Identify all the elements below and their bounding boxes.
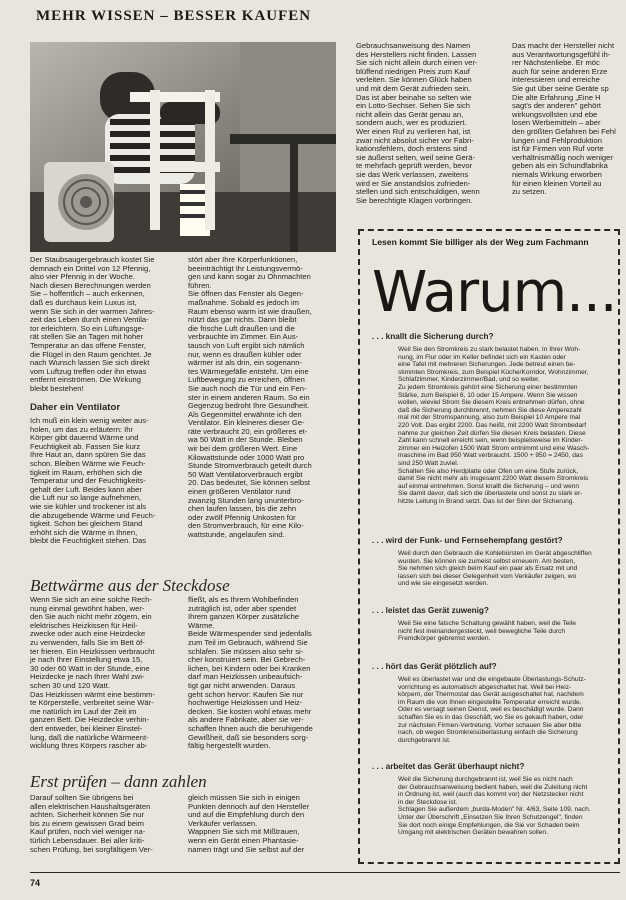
photo-child-with-heater — [30, 42, 336, 252]
article-col2-text: stört aber Ihre Körperfunktionen, beeinträchtigt Ihr Leistungsvermö- gen und kann sogar zu Ohnmachten führen. Sie öffnen das Fenster als Gegen- maßnahme. Sobald es jedoch im Raum ebenso warm ist wie draußen, nützt das gar nichts. Dann bleibt die frische Luft draußen und die verbrauchte im Zimmer. Ein Aus- tausch von Luft ergibt sich nämlich nur, wenn es draußen kühler oder wärmer ist als drin, ein sogenann- tes Wärmegefälle entsteht. Um eine Luftbewegung zu erreichen, öffnen Sie auch noch die Tür und ein Fen- ster in einem anderen Raum. So ein Gegenzug bedroht Ihre Gesundheit. Als Gegenmittel erwähnte ich den Ventilator. Ein kleineres dieser Ge- räte verbraucht 20, ein größeres et- wa 50 Watt in der Stunde. Bleiben wir bei dem größeren Wert. Eine Kilowattstunde oder 1000 Watt pro Stunde Stromverbrauch geteilt durch 50 Watt Ventilatorverbrauch ergibt 20. Das bedeutet, Sie können selbst einen größeren Ventilator rund zwanzig Stunden lang ununterbro- chen laufen lassen, bis die zehn oder zwölf Pfennig Unkosten für den Stromverbrauch, für eine Kilo- wattstunde, angelaufen sind. — [188, 255, 312, 539]
question-3-heading: . . . leistet das Gerät zuwenig? — [372, 606, 489, 615]
article-col1-text: Der Staubsaugergebrauch kostet Sie demnach ein Drittel von 12 Pfennig, also vier Pfennig in der Woche. Nach diesen Berechnungen werden Sie – hoffentlich – auch erkennen, daß es durchaus kein Luxus ist, wenn Sie sich in der warmen Jahres- zeit das Leben durch einen Ventila- tor erleichtern. So ein Lüftungsge- rät stellen Sie an Tagen mit hoher Temperatur an das offene Fenster, die Flügel in den Raum gerichtet. Je nach Wunsch lassen Sie sich direkt vom Luftzug treffen oder ihn etwas entfernt einströmen. Die Wirkung bleibt bestehen! — [30, 255, 155, 393]
answer-3-text: Weil Sie eine falsche Schaltung gewählt haben, weil die Teile nicht fest ineinandergesteckt, weil bewegliche Teile durch Fremdkörper gebremst werden. — [398, 620, 576, 643]
question-1-heading: . . . knallt die Sicherung durch? — [372, 332, 494, 341]
intro-column-2: Das macht der Hersteller nicht aus Verantwortungsgefühl ih- rer Nächstenliebe. Er möc auch für seine anderen Erze interessieren und erreiche Sie gut über seine Geräte sp Die alte Erfahrung „Eine H sagt's der anderen" gehört wirkungsvollsten und ebe losen Werbemitteln – aber den größten Gefahren bei Fehl lungen und Fehlproduktion ist für Firmen von Ruf vorte verhältnismäßig noch weniger geben als ein Schundfabrika niemals Wirkung erworben für einen kleinen Vorteil au zu setzen. — [512, 42, 616, 197]
page-header-title: MEHR WISSEN – BESSER KAUFEN — [36, 8, 312, 24]
heading-bettwaerme: Bettwärme aus der Steckdose — [30, 576, 230, 595]
erst-col2-text: gleich müssen Sie sich in einigen Punkten dennoch auf den Hersteller und auf die Empfehlung durch den Verkäufer verlassen. Wappnen Sie sich mit Mißtrauen, wenn ein Gerät einen Phantasie- namen trägt und Sie selbst auf der — [188, 793, 310, 854]
answer-4-text: Weil es überlastet war und die eingebaute Überlastungs-Schutz- vorrichtung es automatisch abgeschaltet hat. Weil bei Heiz- körpern, der Thermostat das Gerät ausgeschaltet hat, nachdem im Raum die von Ihnen eingestellte Temperatur erreicht wurde. Oder es versagt seinen Dienst, weil es beschädigt wurde. Dann schaffen Sie es in das Geschäft, wo Sie es gekauft haben, oder zur nächsten Firmen-Vertretung. Vorher schauen Sie aber bitte nach, ob wegen Stromkreisüberlastung einfach die Sicherung durchgebrannt ist. — [398, 676, 586, 744]
bett-col1-text: Wenn Sie sich an eine solche Rech- nung einmal gewöhnt haben, wer- den Sie auch nicht mehr zögern, ein elektrisches Heizkissen für Heil- zwecke oder auch eine Heizdecke zu verwenden, falls Sie im Bett öf- ter frieren. Ein Heizkissen verbraucht je nach Ihrer Einstellung etwa 15, 30 oder 60 Watt in der Stunde, eine Heizdecke je nach Ihrer Wahl zwi- schen 30 und 120 Watt. Das Heizkissen wärmt eine bestimm- te Körperstelle, verbreitet seine Wär- me natürlich im Lauf der Zeit im ganzen Bett. Die Heizdecke verhin- dert entweder, bei kleiner Einstel- lung, daß die natürliche Wärmeent- wicklung Ihres Körpers rascher ab- — [30, 595, 155, 751]
page-number: 74 — [30, 878, 41, 888]
question-4-heading: . . . hört das Gerät plötzlich auf? — [372, 662, 497, 671]
subheading-ventilator: Daher ein Ventilator — [30, 402, 121, 413]
bett-col2-text: fließt, als es Ihrem Wohlbefinden zuträglich ist, oder aber spendet Ihrem ganzen Körper zusätzliche Wärme. Beide Wärmespender sind jedenfalls zum Teil im Gebrauch, während Sie schlafen. Sie müssen also sehr si- cher konstruiert sein. Bei Gebrech- lichen, bei Kindern oder bei Kranken darf man Heizkissen unbeaufsich- tigt gar nicht anwenden. Daraus geht schon hervor: Kaufen Sie nur hochwertige Heizkissen und Heiz- decken. Sie kosten wohl etwas mehr als andere Fabrikate, aber sie ver- schaffen Ihnen auch die beruhigende Gewißheit, daß sie besonders sorg- fältig hergestellt wurden. — [188, 595, 313, 751]
bottom-rule — [30, 872, 620, 873]
article-col1b-text: Ich muß ein klein wenig weiter aus- holen, um das zu erläutern: Ihr Körper gibt dauernd Wärme und Feuchtigkeit ab. Fassen Sie kurz Ihre Haut an, dann spüren Sie das schon. Bleiben Wärme wie Feuch- tigkeit im Raum, erhöhen sich die Temperatur und der Feuchtigkeits- gehalt der Luft. Beides kann aber die Luft nur so lange aufnehmen, wie sie kühler und trockener ist als die abzugebende Wärme und Feuch- tigkeit. Schon bei gleichem Stand erhöht sich die Wärme in Ihnen, bleibt die Feuchtigkeit stehen. Das — [30, 416, 156, 546]
answer-2-text: Weil durch den Gebrauch die Kohlebürsten im Gerät abgeschliffen wurden. Sie können sie zumeist selbst erneuern. Am besten, Sie nehmen sich gleich beim Kauf ein paar als Ersatz mit und lassen sich bei dieser Gelegenheit vom Verkäufer zeigen, wo und wie sie eingesetzt werden. — [398, 550, 592, 588]
photo-illustration — [30, 42, 336, 252]
erst-col1-text: Darauf sollten Sie übrigens bei allen elektrischen Haushaltsgeräten achten. Sicherheit können Sie nur bis zu einem gewissen Grad beim Kauf prüfen, noch viel weniger na- türlich Lebensdauer. Bei aller kriti- schen Prüfung, bei sorgfältigem Ver- — [30, 793, 153, 854]
box-title-warum: Warum... — [372, 260, 617, 325]
answer-5-text: Weil die Sicherung durchgebrannt ist, weil Sie es nicht nach der Gebrauchsanweisung bedient haben, weil die Zuleitung nicht in Ordnung ist, weil (auch das kommt vor) der Netzstecker nicht in der Steckdose ist. Schlagen Sie außerdem „burda-Moden" Nr. 4/63, Seite 109, nach. Unter der Überschrift „Einsetzen Sie Ihren Schutzengel", finden Sie dort noch einige Empfehlungen, die Sie vor Schaden beim Umgang mit elektrischen Geräten bewahren sollen. — [398, 776, 591, 837]
box-lead-line: Lesen kommt Sie billiger als der Weg zum Fachmann — [372, 237, 589, 247]
question-5-heading: . . . arbeitet das Gerät überhaupt nicht? — [372, 762, 525, 771]
question-2-heading: . . . wird der Funk- und Fernsehempfang gestört? — [372, 536, 563, 545]
answer-1-text: Weil Sie den Stromkreis zu stark belastet haben. In Ihrer Woh- nung, im Flur oder im Keller befindet sich ein Kasten oder eine Tafel mit mehreren Sicherungen. Jede betreut einen be- stimmten Stromkreis, zum Beispiel Küche/Korridor, Wohnzimmer, Schlafzimmer, Kinderzimmer/Bad, und so weiter. Zu jedem Stromkreis gehört eine Sicherung einer bestimmten Stärke, zum Beispiel 6, 10 oder 15 Ampere. Wenn Sie wissen wollen, wieviel Strom Sie diesem Kreis entnehmen dürfen, ohne daß die Sicherung durchbrennt, nehmen Sie diese Amperezahl mal mit der Stromspannung, also zum Beispiel 10 Ampere mal 220 Volt. Das ergibt 2200. Das heißt, mit 2200 Watt Strombedarf nahme zur gleichen Zeit dürfen Sie diesen Kreis belasten. Diese Zahl kann schnell erreicht sein, wenn beispielsweise im Kinder- zimmer ein Heizofen 1500 Watt Strom entnimmt und eine Wasch- maschine im Bad 950 Watt verbraucht. 1500 + 950 = 2450, das sind 250 Watt zuviel. Schalten Sie also Herdplatte oder Ofen um eine Stufe zurück, damit Sie nicht mehr als insgesamt 2200 Watt diesem Stromkreis auf einmal entnehmen. Sonst knallt die Sicherung – und wenn Sie damit davor, daß sich die überlastete und sonst zu stark er- hitzte Leitung in Brand setzt. Das ist der Sinn der Sicherung. — [398, 346, 590, 505]
intro-column-1: Gebrauchsanweisung des Namen des Herstellers nicht finden. Lassen Sie sich nicht allein durch einen ver- blüffend niedrigen Preis zum Kauf verleiten. Sie können Glück haben und mit dem Gerät zufrieden sein. Das ist aber beinahe so selten wie ein Lotto-Sechser. Sehen Sie sich nicht allein das Gerät genau an, sondern auch, wer es produziert. Wer einen Ruf zu verlieren hat, ist zwar nicht absolut sicher vor Fabri- kationsfehlern, doch erstens sind sie äußerst selten, weil seine Gerä- te mehrfach geprüft werden, bevor sie das Werk verlassen, zweitens wird er Sie anstandslos zufrieden- stellen und sich entschuldigen, wenn Sie berechtigte Klagen vorbringen. — [356, 41, 480, 205]
heading-erst-pruefen: Erst prüfen – dann zahlen — [30, 772, 207, 791]
